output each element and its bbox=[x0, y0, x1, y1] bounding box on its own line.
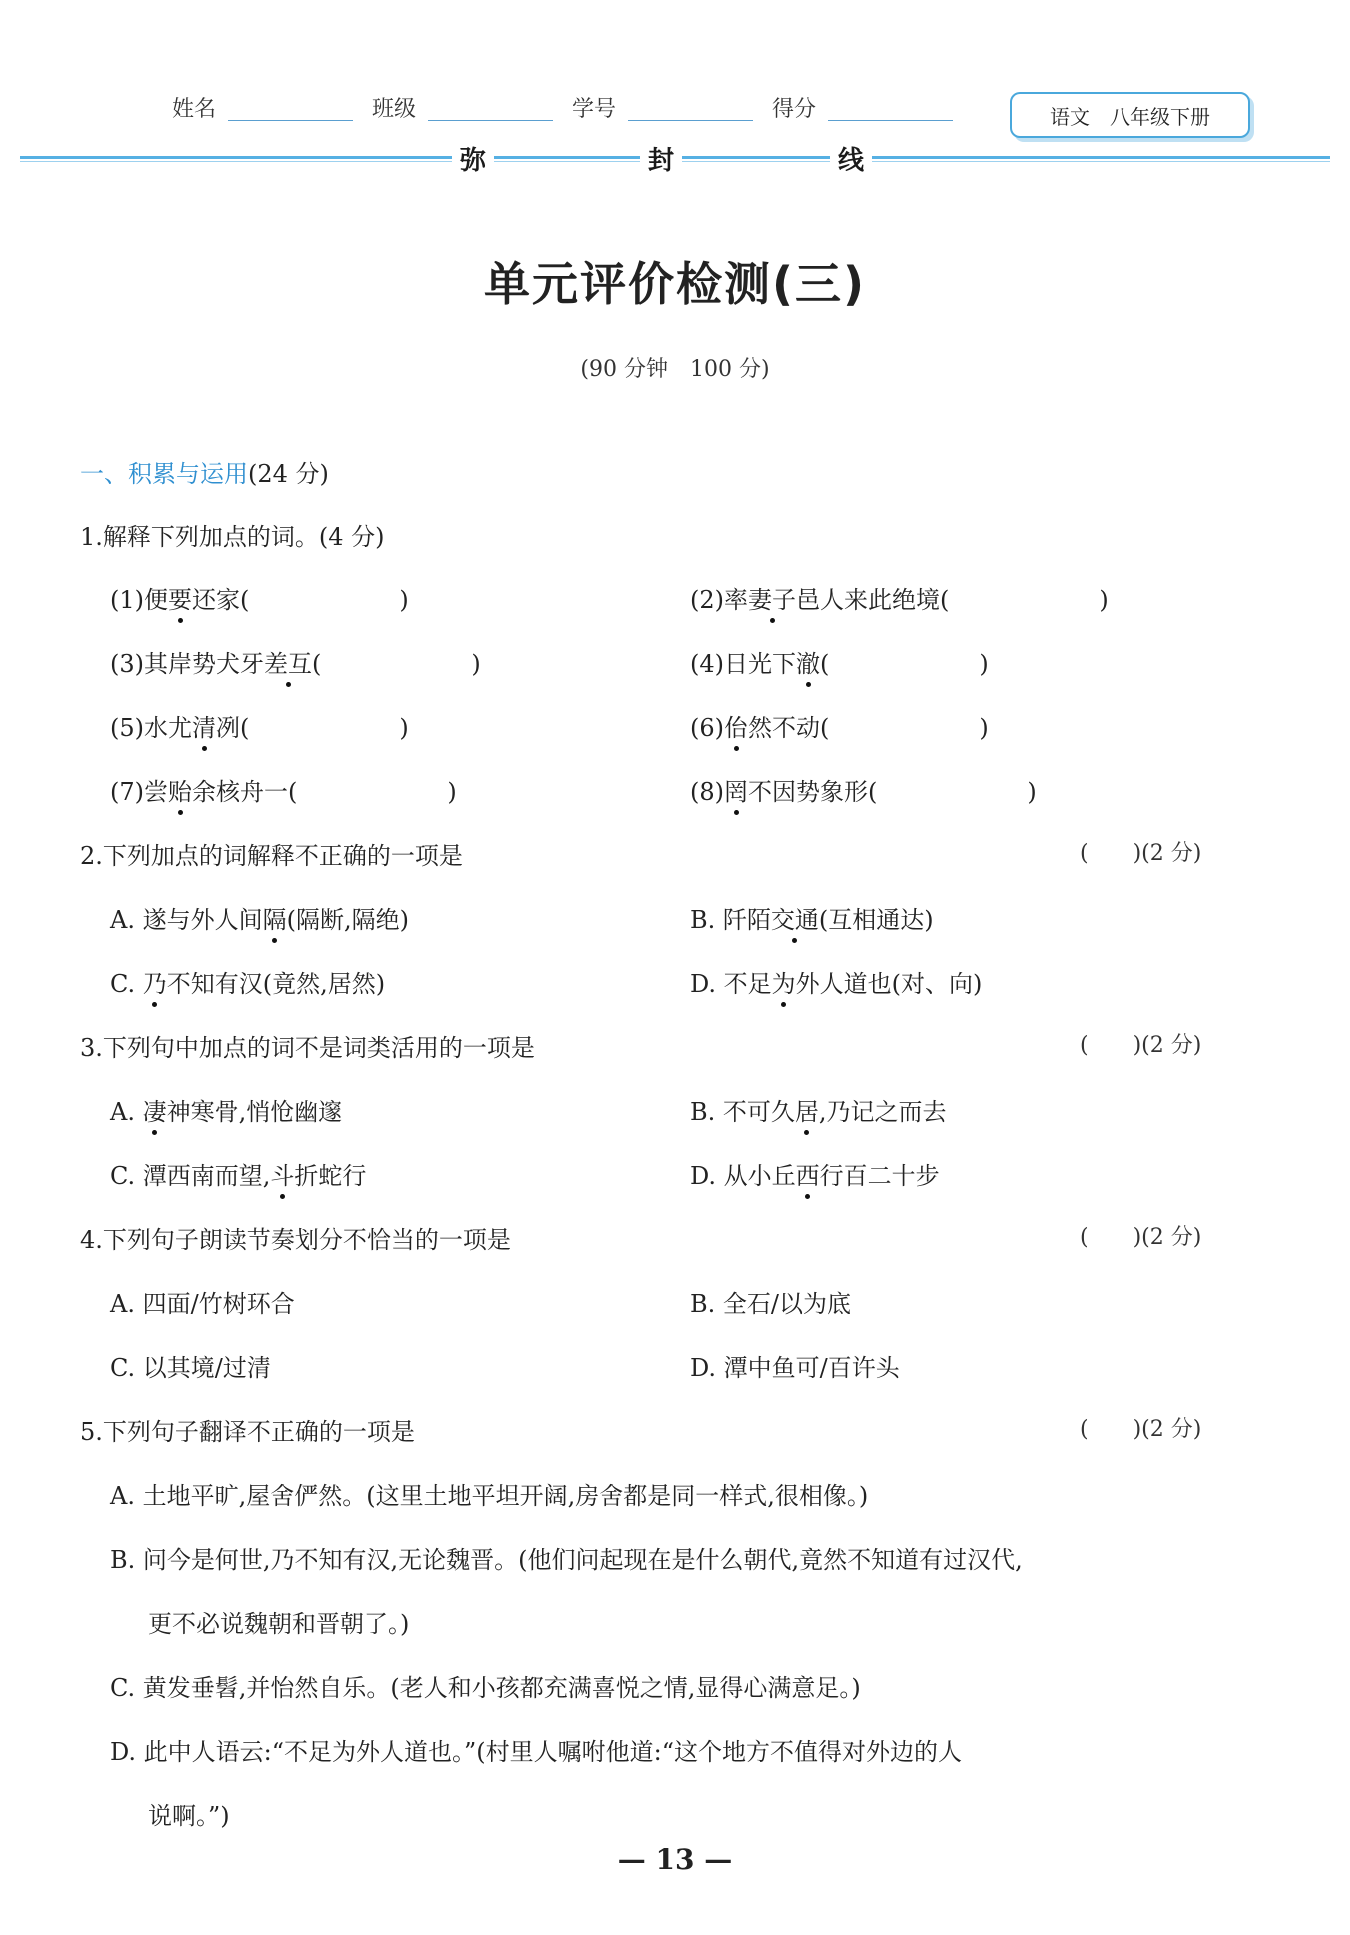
question-4-answer-slot[interactable]: ( )(2 分) bbox=[1080, 1225, 1202, 1250]
emphasis-word: 凄 bbox=[143, 1092, 167, 1127]
q2-option-b[interactable]: B. 阡陌交通(互相通达) bbox=[690, 900, 934, 935]
page-title: 单元评价检测(三) bbox=[483, 257, 867, 311]
subject-badge bbox=[1010, 92, 1250, 138]
score-field[interactable] bbox=[828, 120, 953, 121]
emphasis-word: 清 bbox=[192, 708, 216, 743]
page-subtitle: (90 分钟 100 分) bbox=[580, 357, 770, 382]
name-label: 姓名 bbox=[172, 97, 217, 122]
class-field[interactable] bbox=[428, 120, 553, 121]
score-label: 得分 bbox=[772, 97, 817, 122]
emphasis-word: 交通 bbox=[771, 900, 819, 935]
question-2-answer-slot[interactable]: ( )(2 分) bbox=[1080, 841, 1202, 866]
section-name: 一、积累与运用 bbox=[80, 460, 248, 488]
q5-option-c[interactable]: C. 黄发垂髫,并怡然自乐。(老人和小孩都充满喜悦之情,显得心满意足。) bbox=[110, 1674, 861, 1702]
q3-option-d[interactable]: D. 从小丘西行百二十步 bbox=[690, 1156, 940, 1191]
emphasis-word: 要 bbox=[168, 580, 192, 615]
q1-item: (1)便要还家( ) bbox=[110, 580, 409, 615]
question-5-answer-slot[interactable]: ( )(2 分) bbox=[1080, 1417, 1202, 1442]
question-3-answer-slot[interactable]: ( )(2 分) bbox=[1080, 1033, 1202, 1058]
page-number: — 13 — bbox=[617, 1843, 733, 1876]
q1-item: (4)日光下澈( ) bbox=[690, 644, 989, 679]
name-field[interactable] bbox=[228, 120, 353, 121]
q3-option-c[interactable]: C. 潭西南而望,斗折蛇行 bbox=[110, 1156, 366, 1191]
q3-option-b[interactable]: B. 不可久居,乃记之而去 bbox=[690, 1092, 947, 1127]
q4-option-d[interactable]: D. 潭中鱼可/百许头 bbox=[690, 1354, 900, 1382]
q2-option-d[interactable]: D. 不足为外人道也(对、向) bbox=[690, 964, 982, 999]
q1-item: (7)尝贻余核舟一( ) bbox=[110, 772, 457, 807]
question-1-stem: 1.解释下列加点的词。(4 分) bbox=[80, 523, 385, 551]
seal-char-feng: 封 bbox=[640, 140, 682, 177]
q1-item: (3)其岸势犬牙差互( ) bbox=[110, 644, 481, 679]
question-4-stem: 4.下列句子朗读节奏划分不恰当的一项是 bbox=[80, 1226, 511, 1254]
emphasis-word: 贻 bbox=[168, 772, 192, 807]
section-heading bbox=[80, 454, 329, 489]
emphasis-word: 为 bbox=[772, 964, 796, 999]
subject-text: 语文 bbox=[1050, 104, 1090, 129]
emphasis-word: 罔 bbox=[724, 772, 748, 807]
seal-char-mi: 弥 bbox=[452, 140, 494, 177]
section-score: (24 分) bbox=[248, 460, 329, 488]
emphasis-word: 澈 bbox=[796, 644, 820, 679]
q5-option-d[interactable]: D. 此中人语云:“不足为外人道也。”(村里人嘱咐他道:“这个地方不值得对外边的人 bbox=[110, 1738, 962, 1766]
emphasis-word: 隔 bbox=[263, 900, 287, 935]
emphasis-word: 居 bbox=[795, 1092, 819, 1127]
q1-item: (2)率妻子邑人来此绝境( ) bbox=[690, 580, 1109, 615]
emphasis-word: 妻子 bbox=[748, 580, 796, 615]
question-5-stem: 5.下列句子翻译不正确的一项是 bbox=[80, 1418, 415, 1446]
seal-line bbox=[20, 146, 1330, 176]
q5-option-a[interactable]: A. 土地平旷,屋舍俨然。(这里土地平坦开阔,房舍都是同一样式,很相像。) bbox=[110, 1482, 869, 1510]
q5-option-b[interactable]: B. 问今是何世,乃不知有汉,无论魏晋。(他们问起现在是什么朝代,竟然不知道有过汉代, bbox=[110, 1546, 1023, 1574]
emphasis-word: 佁 bbox=[724, 708, 748, 743]
q4-option-b[interactable]: B. 全石/以为底 bbox=[690, 1290, 851, 1318]
emphasis-word: 差互 bbox=[264, 644, 312, 679]
seal-char-xian: 线 bbox=[830, 140, 872, 177]
q3-option-a[interactable]: A. 凄神寒骨,悄怆幽邃 bbox=[110, 1092, 342, 1127]
question-3-stem: 3.下列句中加点的词不是词类活用的一项是 bbox=[80, 1034, 535, 1062]
q5-option-b-continued: 更不必说魏朝和晋朝了。) bbox=[148, 1610, 410, 1638]
grade-text: 八年级下册 bbox=[1110, 104, 1210, 129]
class-label: 班级 bbox=[372, 97, 417, 122]
q5-option-d-continued: 说啊。”) bbox=[148, 1802, 230, 1830]
q1-item: (5)水尤清冽( ) bbox=[110, 708, 409, 743]
emphasis-word: 乃 bbox=[143, 964, 167, 999]
q4-option-c[interactable]: C. 以其境/过清 bbox=[110, 1354, 271, 1382]
question-2-stem: 2.下列加点的词解释不正确的一项是 bbox=[80, 842, 463, 870]
q1-item: (8)罔不因势象形( ) bbox=[690, 772, 1037, 807]
student-id-label: 学号 bbox=[572, 97, 617, 122]
emphasis-word: 西 bbox=[796, 1156, 820, 1191]
q2-option-a[interactable]: A. 遂与外人间隔(隔断,隔绝) bbox=[110, 900, 409, 935]
q4-option-a[interactable]: A. 四面/竹树环合 bbox=[110, 1290, 295, 1318]
emphasis-word: 斗 bbox=[270, 1156, 294, 1191]
q1-item: (6)佁然不动( ) bbox=[690, 708, 989, 743]
student-id-field[interactable] bbox=[628, 120, 753, 121]
q2-option-c[interactable]: C. 乃不知有汉(竟然,居然) bbox=[110, 964, 385, 999]
